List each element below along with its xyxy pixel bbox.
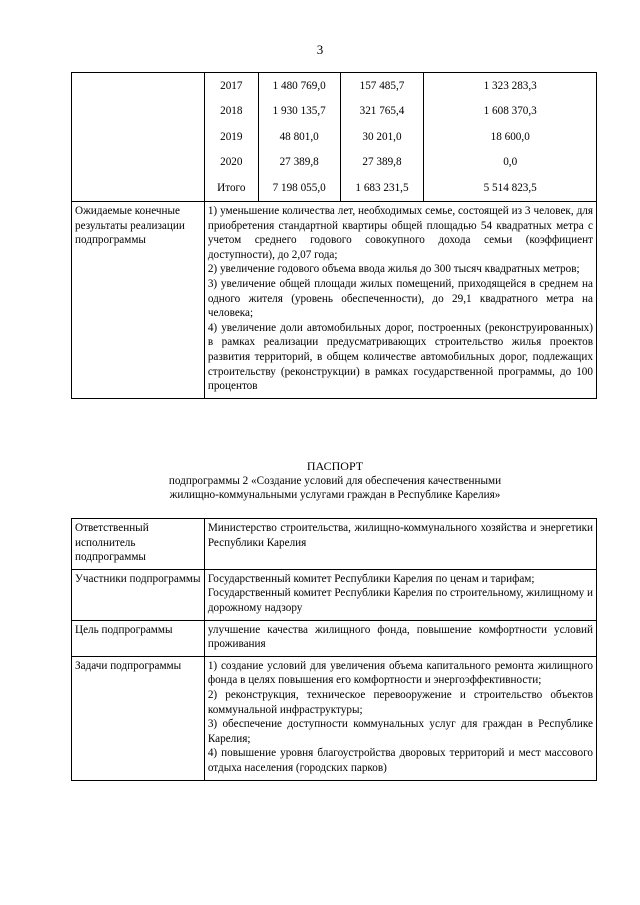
responsible-executor-row [72,519,597,570]
passport-item: 4) повышение уровня благоустройства дворовых территорий и мест массового отдыха населения (городских парков) [207,747,593,774]
federal-cell: 321 765,4 [340,99,424,125]
tasks-row [72,656,597,780]
page-number: 3 [316,42,324,57]
regional-cell: 1 608 370,3 [424,99,597,125]
goal-row [72,620,597,656]
passport-label: Ответственный исполнитель подпрограммы [72,519,205,570]
passport-label: Задачи подпрограммы [72,656,205,780]
year-cell: 2018 [204,99,258,125]
passport-subtitle-line2: жилищно-коммунальными услугами граждан в Республике Карелия» [169,489,501,502]
passport-table [71,518,597,781]
passport-content [204,656,596,780]
regional-cell: 18 600,0 [424,124,597,150]
passport-header [60,459,610,503]
year-cell: 2020 [204,150,258,176]
results-content [204,201,596,398]
passport-item: Государственный комитет Республики Карелия по строительному, жилищному и дорожному надзору [207,587,593,614]
federal-cell: 27 389,8 [340,150,424,176]
total-cell: 27 389,8 [258,150,340,176]
results-item: 1) уменьшение количества лет, необходимых семье, состоящей из 3 человек, для приобретения стандартной квартиры общей площадью 54 квадратных метра с учетом среднего годового совокупного дохода семьи (коэффициент доступности), до 2,07 года; [207,204,593,261]
passport-item: 1) создание условий для увеличения объема капитального ремонта жилищного фонда в целях повышения его комфортности и энергоэффективности; [207,659,593,687]
results-label: Ожидаемые конечные результаты реализации подпрограммы [72,201,205,398]
federal-cell: 1 683 231,5 [340,175,424,201]
results-item: 4) увеличение доли автомобильных дорог, построенных (реконструированных) в рамках реализации предусматривающих строительство жилья проектов развития территорий, в общем количестве автомобильных дорог, подлежащих строительству (реконструкции) в рамках государственной программы, до 100 процентов [207,321,593,393]
passport-item: Государственный комитет Республики Карелия по ценам и тарифам; [207,572,535,585]
total-cell: 1 930 135,7 [258,99,340,125]
year-cell: 2017 [204,73,258,99]
passport-content [204,620,596,656]
funding-row [72,73,597,99]
federal-cell: 157 485,7 [340,73,424,99]
year-cell: 2019 [204,124,258,150]
funding-label-cell [72,73,205,202]
total-cell: 7 198 055,0 [258,175,340,201]
total-cell: 48 801,0 [258,124,340,150]
passport-item: 2) реконструкция, техническое перевооружение и строительство объектов коммунальной инфраструктуры; [207,688,593,716]
passport-content [204,569,596,620]
results-row [72,201,597,398]
regional-cell: 0,0 [424,150,597,176]
regional-cell: 5 514 823,5 [424,175,597,201]
passport-label: Цель подпрограммы [72,620,205,656]
year-cell: Итого [204,175,258,201]
passport-label: Участники подпрограммы [72,569,205,620]
federal-cell: 30 201,0 [340,124,424,150]
results-item: 2) увеличение годового объема ввода жилья до 300 тысяч квадратных метров; [207,263,580,276]
results-item: 3) увеличение общей площади жилых помещений, приходящейся в среднем на одного жителя (уровень обеспеченности), до 29,1 квадратного метра на человека; [207,277,593,320]
funding-table [71,72,597,399]
participants-row [72,569,597,620]
passport-content [204,519,596,570]
passport-title: ПАСПОРТ [306,459,364,473]
regional-cell: 1 323 283,3 [424,73,597,99]
passport-item: 3) обеспечение доступности коммунальных услуг для граждан в Республике Карелия; [207,718,593,745]
total-cell: 1 480 769,0 [258,73,340,99]
passport-item: улучшение качества жилищного фонда, повышение комфортности условий проживания [207,623,593,651]
passport-subtitle-line1: подпрограммы 2 «Создание условий для обеспечения качественными [168,474,502,487]
passport-item: Министерство строительства, жилищно-коммунального хозяйства и энергетики Республики Карелия [207,522,593,549]
